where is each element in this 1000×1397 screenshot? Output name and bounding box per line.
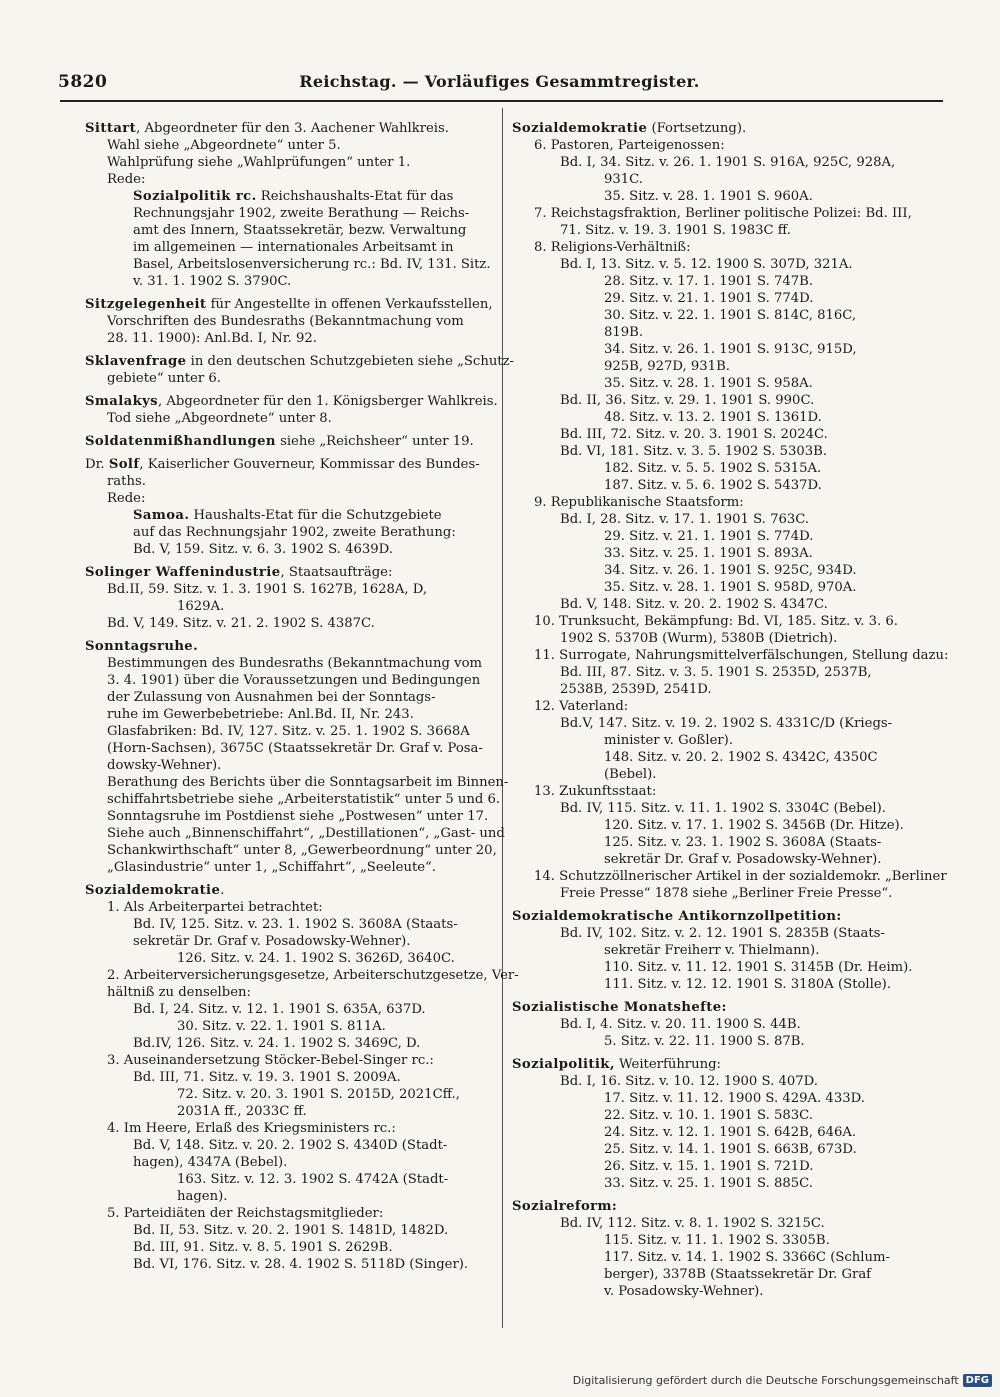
left-index-line: schiffahrtsbetriebe siehe „Arbeiterstatistik“ unter 5 und 6.: [107, 792, 501, 807]
right-index-line: 13. Zukunftsstaat:: [534, 784, 657, 799]
left-index-line: Dr. Solf, Kaiserlicher Gouverneur, Kommissar des Bundes-: [85, 457, 480, 472]
left-index-line: Vorschriften des Bundesraths (Bekanntmachung vom: [107, 314, 464, 329]
right-index-line: 24. Sitz. v. 12. 1. 1901 S. 642B, 646A.: [604, 1125, 857, 1140]
left-index-line: Bd.II, 59. Sitz. v. 1. 3. 1901 S. 1627B, 1628A, D,: [107, 582, 428, 597]
headword: Sitzgelegenheit: [85, 297, 207, 312]
right-index-line: 33. Sitz. v. 25. 1. 1901 S. 893A.: [604, 546, 813, 561]
right-index-line: Bd. V, 148. Sitz. v. 20. 2. 1902 S. 4347C.: [560, 597, 828, 612]
page-number: 5820: [58, 72, 108, 92]
left-index-line: Schankwirthschaft“ unter 8, „Gewerbeordnung“ unter 20,: [107, 843, 497, 858]
headword: Solinger Waffenindustrie: [85, 565, 281, 580]
headword: Sozialdemokratie: [85, 883, 221, 898]
right-index-line: 71. Sitz. v. 19. 3. 1901 S. 1983C ff.: [560, 223, 791, 238]
headword: Sittart: [85, 121, 137, 136]
left-index-line: 72. Sitz. v. 20. 3. 1901 S. 2015D, 2021Cff.,: [177, 1087, 460, 1102]
running-title: Reichstag. — Vorläufiges Gesammtregister.: [299, 72, 700, 91]
left-index-line: 1629A.: [177, 599, 225, 614]
right-index-line: Bd. I, 16. Sitz. v. 10. 12. 1900 S. 407D.: [560, 1074, 818, 1089]
left-index-line: 5. Parteidiäten der Reichstagsmitglieder:: [107, 1206, 384, 1221]
right-index-line: 182. Sitz. v. 5. 5. 1902 S. 5315A.: [604, 461, 822, 476]
footer: [573, 1374, 992, 1387]
left-index-line: Rede:: [107, 491, 146, 506]
right-index-line: Bd. I, 28. Sitz. v. 17. 1. 1901 S. 763C.: [560, 512, 810, 527]
right-index-line: [512, 1198, 917, 1215]
left-index-line: 2. Arbeiterversicherungsgesetze, Arbeiterschutzgesetze, Ver-: [107, 968, 519, 983]
left-index-line: 1. Als Arbeiterpartei betrachtet:: [107, 900, 323, 915]
left-index-line: Bestimmungen des Bundesraths (Bekanntmachung vom: [107, 656, 483, 671]
left-index-line: dowsky-Wehner).: [107, 758, 222, 773]
right-index-line: Bd. IV, 112. Sitz. v. 8. 1. 1902 S. 3215C.: [560, 1216, 825, 1231]
left-index-line: hagen).: [177, 1189, 228, 1204]
left-index-line: hältniß zu denselben:: [107, 985, 251, 1000]
left-index-line: Bd. II, 53. Sitz. v. 20. 2. 1901 S. 1481D, 1482D.: [133, 1223, 449, 1238]
right-index-line: 819B.: [604, 325, 644, 340]
headword: Sozialistische Monatshefte:: [512, 1000, 727, 1015]
right-index-line: Bd. IV, 115. Sitz. v. 11. 1. 1902 S. 3304C (Bebel).: [560, 801, 886, 816]
left-index-line: Smalakys, Abgeordneter für den 1. Königsberger Wahlkreis.: [85, 394, 498, 409]
right-index-line: 29. Sitz. v. 21. 1. 1901 S. 774D.: [604, 291, 814, 306]
page-header: [58, 72, 941, 98]
right-index-line: 5. Sitz. v. 22. 11. 1900 S. 87B.: [604, 1034, 805, 1049]
left-index-line: gebiete“ unter 6.: [107, 371, 221, 386]
left-index-line: Bd.IV, 126. Sitz. v. 24. 1. 1902 S. 3469C, D.: [133, 1036, 421, 1051]
headword: Sklavenfrage: [85, 354, 187, 369]
right-index-line: (Bebel).: [604, 767, 657, 782]
right-index-line: 14. Schutzzöllnerischer Artikel in der sozialdemokr. „Berliner: [534, 869, 947, 884]
right-index-line: 925B, 927D, 931B.: [604, 359, 730, 374]
right-index-line: minister v. Goßler).: [604, 733, 734, 748]
left-index-line: 126. Sitz. v. 24. 1. 1902 S. 3626D, 3640C.: [177, 951, 455, 966]
right-index-line: Bd. III, 72. Sitz. v. 20. 3. 1901 S. 2024C.: [560, 427, 828, 442]
right-index-line: Bd. III, 87. Sitz. v. 3. 5. 1901 S. 2535D, 2537B,: [560, 665, 872, 680]
right-index-line: 34. Sitz. v. 26. 1. 1901 S. 913C, 915D,: [604, 342, 857, 357]
right-index-line: 33. Sitz. v. 25. 1. 1901 S. 885C.: [604, 1176, 813, 1191]
right-index-line: 35. Sitz. v. 28. 1. 1901 S. 958A.: [604, 376, 813, 391]
right-index-line: 148. Sitz. v. 20. 2. 1902 S. 4342C, 4350C: [604, 750, 878, 765]
left-index-line: im allgemeinen — internationales Arbeitsamt in: [133, 240, 454, 255]
left-index-line: Bd. V, 149. Sitz. v. 21. 2. 1902 S. 4387C.: [107, 616, 375, 631]
left-index-line: Bd. V, 159. Sitz. v. 6. 3. 1902 S. 4639D.: [133, 542, 393, 557]
left-index-line: raths.: [107, 474, 146, 489]
dfg-logo: DFG: [963, 1374, 992, 1387]
right-index-line: 1902 S. 5370B (Wurm), 5380B (Dietrich).: [560, 631, 838, 646]
right-index-line: Sozialdemokratie (Fortsetzung).: [512, 121, 747, 136]
left-index-line: Basel, Arbeitslosenversicherung rc.: Bd. IV, 131. Sitz.: [133, 257, 491, 272]
footer-credit: Digitalisierung gefördert durch die Deutsche Forschungsgemeinschaft: [572, 1374, 959, 1387]
right-index-line: berger), 3378B (Staatssekretär Dr. Graf: [604, 1267, 872, 1282]
right-index-line: sekretär Dr. Graf v. Posadowsky-Wehner).: [604, 852, 882, 867]
right-index-line: [512, 999, 917, 1016]
left-index-line: Rede:: [107, 172, 146, 187]
right-index-line: Bd.V, 147. Sitz. v. 19. 2. 1902 S. 4331C/D (Kriegs-: [560, 716, 893, 731]
left-index-line: Bd. III, 71. Sitz. v. 19. 3. 1901 S. 2009A.: [133, 1070, 401, 1085]
left-index-line: Rechnungsjahr 1902, zweite Berathung — Reichs-: [133, 206, 470, 221]
left-index-line: Solinger Waffenindustrie, Staatsaufträge:: [85, 565, 393, 580]
left-index-line: „Glasindustrie“ unter 1, „Schiffahrt“, „Seeleute“.: [107, 860, 436, 875]
right-index-line: 125. Sitz. v. 23. 1. 1902 S. 3608A (Staats-: [604, 835, 882, 850]
left-index-line: Siehe auch „Binnenschiffahrt“, „Destillationen“, „Gast- und: [107, 826, 505, 841]
left-index-line: Sonntagsruhe im Postdienst siehe „Postwesen“ unter 17.: [107, 809, 489, 824]
right-index-line: Bd. VI, 181. Sitz. v. 3. 5. 1902 S. 5303B.: [560, 444, 828, 459]
left-index-line: Glasfabriken: Bd. IV, 127. Sitz. v. 25. 1. 1902 S. 3668A: [107, 724, 470, 739]
right-index-line: Freie Presse“ 1878 siehe „Berliner Freie Presse“.: [560, 886, 893, 901]
right-index-line: 111. Sitz. v. 12. 12. 1901 S. 3180A (Stolle).: [604, 977, 892, 992]
left-index-line: Bd. I, 24. Sitz. v. 12. 1. 1901 S. 635A, 637D.: [133, 1002, 426, 1017]
left-index-line: Wahlprüfung siehe „Wahlprüfungen“ unter 1.: [107, 155, 411, 170]
right-index-line: 35. Sitz. v. 28. 1. 1901 S. 960A.: [604, 189, 813, 204]
right-index-line: Bd. II, 36. Sitz. v. 29. 1. 1901 S. 990C.: [560, 393, 815, 408]
left-index-line: 3. Auseinandersetzung Stöcker-Bebel-Singer rc.:: [107, 1053, 434, 1068]
right-index-line: 34. Sitz. v. 26. 1. 1901 S. 925C, 934D.: [604, 563, 857, 578]
headword: Samoa.: [133, 508, 190, 523]
right-index-line: Bd. I, 34. Sitz. v. 26. 1. 1901 S. 916A, 925C, 928A,: [560, 155, 896, 170]
left-index-line: Bd. V, 148. Sitz. v. 20. 2. 1902 S. 4340D (Stadt-: [133, 1138, 448, 1153]
headword: Solf: [108, 457, 140, 472]
right-index-line: 8. Religions-Verhältniß:: [534, 240, 691, 255]
left-index-line: Bd. III, 91. Sitz. v. 8. 5. 1901 S. 2629B.: [133, 1240, 393, 1255]
right-index-line: 12. Vaterland:: [534, 699, 629, 714]
left-index-line: hagen), 4347A (Bebel).: [133, 1155, 288, 1170]
headword: Sonntagsruhe.: [85, 639, 199, 654]
left-index-line: Sitzgelegenheit für Angestellte in offenen Verkaufsstellen,: [85, 297, 493, 312]
left-index-line: 28. 11. 1900): Anl.Bd. I, Nr. 92.: [107, 331, 317, 346]
right-index-line: Sozialpolitik, Weiterführung:: [512, 1057, 721, 1072]
left-index-line: 4. Im Heere, Erlaß des Kriegsministers rc.:: [107, 1121, 396, 1136]
right-index-line: 7. Reichstagsfraktion, Berliner politische Polizei: Bd. III,: [534, 206, 912, 221]
left-index-line: Samoa. Haushalts-Etat für die Schutzgebiete: [133, 508, 442, 523]
headword: Soldatenmißhandlungen: [85, 434, 276, 449]
right-index-line: [512, 908, 917, 925]
right-index-line: 22. Sitz. v. 10. 1. 1901 S. 583C.: [604, 1108, 813, 1123]
right-index-line: 11. Surrogate, Nahrungsmittelverfälschungen, Stellung dazu:: [534, 648, 949, 663]
left-index-line: ruhe im Gewerbebetriebe: Anl.Bd. II, Nr. 243.: [107, 707, 414, 722]
right-index-line: 25. Sitz. v. 14. 1. 1901 S. 663B, 673D.: [604, 1142, 857, 1157]
left-index-line: 2031A ff., 2033C ff.: [177, 1104, 307, 1119]
right-index-line: 26. Sitz. v. 15. 1. 1901 S. 721D.: [604, 1159, 814, 1174]
right-index-line: Bd. IV, 102. Sitz. v. 2. 12. 1901 S. 2835B (Staats-: [560, 926, 885, 941]
right-index-line: 115. Sitz. v. 11. 1. 1902 S. 3305B.: [604, 1233, 830, 1248]
column-divider: [502, 108, 503, 1328]
headword: Sozialpolitik,: [512, 1057, 615, 1072]
left-index-line: Tod siehe „Abgeordnete“ unter 8.: [107, 411, 332, 426]
right-index-line: sekretär Freiherr v. Thielmann).: [604, 943, 820, 958]
right-index-line: 117. Sitz. v. 14. 1. 1902 S. 3366C (Schlum-: [604, 1250, 890, 1265]
header-rule: [60, 100, 943, 102]
right-index-line: 931C.: [604, 172, 643, 187]
right-index-line: 30. Sitz. v. 22. 1. 1901 S. 814C, 816C,: [604, 308, 857, 323]
left-index-line: v. 31. 1. 1902 S. 3790C.: [133, 274, 292, 289]
left-index-line: auf das Rechnungsjahr 1902, zweite Berathung:: [133, 525, 456, 540]
right-index-line: 6. Pastoren, Parteigenossen:: [534, 138, 725, 153]
headword: Sozialpolitik rc.: [133, 189, 257, 204]
left-index-line: 3. 4. 1901) über die Voraussetzungen und Bedingungen: [107, 673, 481, 688]
right-index-line: 48. Sitz. v. 13. 2. 1901 S. 1361D.: [604, 410, 822, 425]
headword: Sozialreform:: [512, 1199, 618, 1214]
left-index-line: Sklavenfrage in den deutschen Schutzgebieten siehe „Schutz-: [85, 354, 515, 369]
left-index-line: der Zulassung von Ausnahmen bei der Sonntags-: [107, 690, 436, 705]
right-index-line: Bd. I, 4. Sitz. v. 20. 11. 1900 S. 44B.: [560, 1017, 801, 1032]
left-index-line: sekretär Dr. Graf v. Posadowsky-Wehner).: [133, 934, 411, 949]
right-index-line: 187. Sitz. v. 5. 6. 1902 S. 5437D.: [604, 478, 822, 493]
left-index-line: amt des Innern, Staatssekretär, bezw. Verwaltung: [133, 223, 467, 238]
left-index-line: Bd. VI, 176. Sitz. v. 28. 4. 1902 S. 5118D (Singer).: [133, 1257, 469, 1272]
right-index-line: v. Posadowsky-Wehner).: [604, 1284, 764, 1299]
right-index-line: 110. Sitz. v. 11. 12. 1901 S. 3145B (Dr. Heim).: [604, 960, 913, 975]
headword: Smalakys: [85, 394, 159, 409]
headword: Sozialdemokratische Antikornzollpetition:: [512, 909, 842, 924]
left-index-line: Wahl siehe „Abgeordnete“ unter 5.: [107, 138, 341, 153]
left-index-line: (Horn-Sachsen), 3675C (Staatssekretär Dr. Graf v. Posa-: [107, 741, 483, 756]
headword: Sozialdemokratie: [512, 121, 648, 136]
left-index-line: Sozialdemokratie.: [85, 883, 225, 898]
left-index-line: 30. Sitz. v. 22. 1. 1901 S. 811A.: [177, 1019, 386, 1034]
left-index-line: Sittart, Abgeordneter für den 3. Aachener Wahlkreis.: [85, 121, 449, 136]
right-index-line: 120. Sitz. v. 17. 1. 1902 S. 3456B (Dr. Hitze).: [604, 818, 904, 833]
right-index-line: 29. Sitz. v. 21. 1. 1901 S. 774D.: [604, 529, 814, 544]
right-index-line: 9. Republikanische Staatsform:: [534, 495, 744, 510]
right-index-line: 2538B, 2539D, 2541D.: [560, 682, 712, 697]
right-index-line: 35. Sitz. v. 28. 1. 1901 S. 958D, 970A.: [604, 580, 857, 595]
right-index-line: 17. Sitz. v. 11. 12. 1900 S. 429A. 433D.: [604, 1091, 865, 1106]
left-index-line: [85, 638, 490, 655]
left-index-line: Berathung des Berichts über die Sonntagsarbeit im Binnen-: [107, 775, 509, 790]
right-column: [512, 120, 949, 1300]
left-index-line: 163. Sitz. v. 12. 3. 1902 S. 4742A (Stadt-: [177, 1172, 449, 1187]
left-index-line: Sozialpolitik rc. Reichshaushalts-Etat für das: [133, 189, 454, 204]
left-index-line: Bd. IV, 125. Sitz. v. 23. 1. 1902 S. 3608A (Staats-: [133, 917, 458, 932]
right-index-line: 10. Trunksucht, Bekämpfung: Bd. VI, 185. Sitz. v. 3. 6.: [534, 614, 899, 629]
left-column: [85, 120, 519, 1273]
right-index-line: Bd. I, 13. Sitz. v. 5. 12. 1900 S. 307D, 321A.: [560, 257, 853, 272]
right-index-line: 28. Sitz. v. 17. 1. 1901 S. 747B.: [604, 274, 814, 289]
left-index-line: Soldatenmißhandlungen siehe „Reichsheer“ unter 19.: [85, 434, 474, 449]
